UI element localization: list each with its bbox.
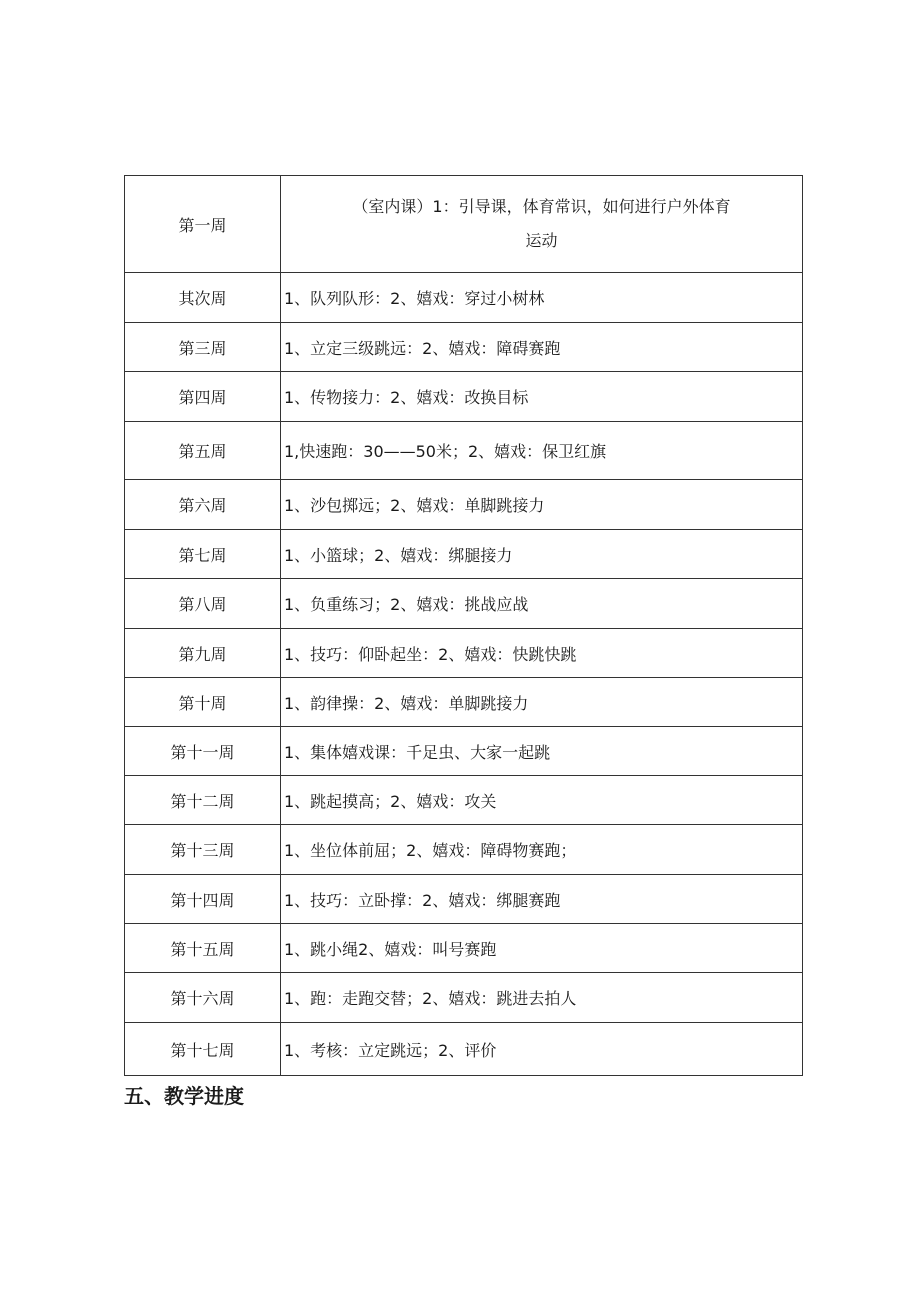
week-cell: 第十一周 [125,727,281,776]
table-row [125,273,803,323]
content-cell [281,176,803,273]
table-row [125,579,803,629]
week-cell: 第十六周 [125,973,281,1023]
table-row [125,629,803,678]
content-cell: 1、考核：立定跳远；2、评价 [281,1023,803,1076]
table-row [125,875,803,924]
content-cell: 1、跳小绳2、嬉戏：叫号赛跑 [281,924,803,973]
content-cell: 1、跑：走跑交替；2、嬉戏：跳进去拍人 [281,973,803,1023]
content-cell: 1、沙包掷远；2、嬉戏：单脚跳接力 [281,480,803,530]
content-cell: 1、立定三级跳远：2、嬉戏：障碍赛跑 [281,323,803,372]
table-row [125,973,803,1023]
table-row [125,727,803,776]
week-cell: 第十二周 [125,776,281,825]
week-cell: 第六周 [125,480,281,530]
table-row [125,825,803,875]
week-cell: 第五周 [125,422,281,480]
table-row [125,1023,803,1076]
week-cell: 第四周 [125,372,281,422]
content-cell: 1、集体嬉戏课：千足虫、大家一起跳 [281,727,803,776]
week-cell: 第十四周 [125,875,281,924]
week-cell: 第八周 [125,579,281,629]
week-cell: 第三周 [125,323,281,372]
content-cell: 1、技巧：仰卧起坐：2、嬉戏：快跳快跳 [281,629,803,678]
content-cell: 1、技巧：立卧撑：2、嬉戏：绑腿赛跑 [281,875,803,924]
table-row [125,678,803,727]
week-cell: 第七周 [125,530,281,579]
content-line: （室内课）1：引导课，体育常识，如何进行户外体育 [352,197,731,216]
week-cell: 第十五周 [125,924,281,973]
content-cell: 1、负重练习；2、嬉戏：挑战应战 [281,579,803,629]
content-cell: 1,快速跑：30——50米；2、嬉戏：保卫红旗 [281,422,803,480]
content-cell: 1、韵律操：2、嬉戏：单脚跳接力 [281,678,803,727]
table-row [125,176,803,273]
content-cell: 1、队列队形：2、嬉戏：穿过小树林 [281,273,803,323]
table-row [125,530,803,579]
week-cell: 第一周 [125,176,281,273]
table-row [125,776,803,825]
content-cell: 1、小篮球；2、嬉戏：绑腿接力 [281,530,803,579]
table-row [125,924,803,973]
table-row [125,323,803,372]
week-cell: 第九周 [125,629,281,678]
content-line: 运动 [525,231,558,250]
table-row [125,480,803,530]
schedule-table [124,175,803,1076]
content-cell: 1、传物接力：2、嬉戏：改换目标 [281,372,803,422]
week-cell: 第十七周 [125,1023,281,1076]
table-row [125,372,803,422]
content-cell: 1、跳起摸高；2、嬉戏：攻关 [281,776,803,825]
section-heading: 五、教学进度 [124,1084,244,1108]
table-row [125,422,803,480]
week-cell: 其次周 [125,273,281,323]
week-cell: 第十周 [125,678,281,727]
content-cell: 1、坐位体前屈；2、嬉戏：障碍物赛跑； [281,825,803,875]
week-cell: 第十三周 [125,825,281,875]
